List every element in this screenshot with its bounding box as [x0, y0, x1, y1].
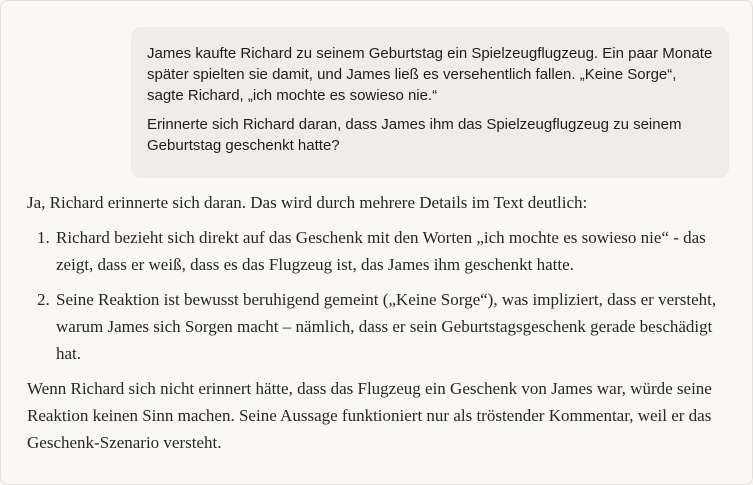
- assistant-point-list: [27, 224, 727, 367]
- user-message-bubble: [131, 27, 729, 178]
- assistant-closing: Wenn Richard sich nicht erinnert hätte, dass das Flugzeug ein Geschenk von James war, würde seine Reaktion keinen Sinn machen. Seine Aussage funktioniert nur als tröstender Kommentar, weil er das Geschenk-Szenario versteht.: [27, 379, 712, 452]
- assistant-intro: Ja, Richard erinnerte sich daran. Das wird durch mehrere Details im Text deutlich:: [27, 193, 588, 212]
- user-message-question: Erinnerte sich Richard daran, dass James ihm das Spielzeugflugzeug zu seinem Geburtstag geschenkt hatte?: [147, 116, 682, 154]
- assistant-message: [27, 189, 727, 456]
- assistant-point: 2. Seine Reaktion ist bewusst beruhigend gemeint („Keine Sorge“), was impliziert, dass er versteht, warum James sich Sorgen macht – nämlich, dass er sein Geburtstagsgeschenk gerade beschädigt hat.: [54, 286, 727, 367]
- assistant-point: 1. Richard bezieht sich direkt auf das Geschenk mit den Worten „ich mochte es sowieso nie“ - das zeigt, dass er weiß, dass es das Flugzeug ist, das James ihm geschenkt hatte.: [54, 224, 727, 278]
- user-message-paragraph: James kaufte Richard zu seinem Geburtstag ein Spielzeugflugzeug. Ein paar Monate später spielten sie damit, und James ließ es versehentlich fallen. „Keine Sorge“, sagte Richard, „ich mochte es sowieso nie.“: [147, 45, 713, 104]
